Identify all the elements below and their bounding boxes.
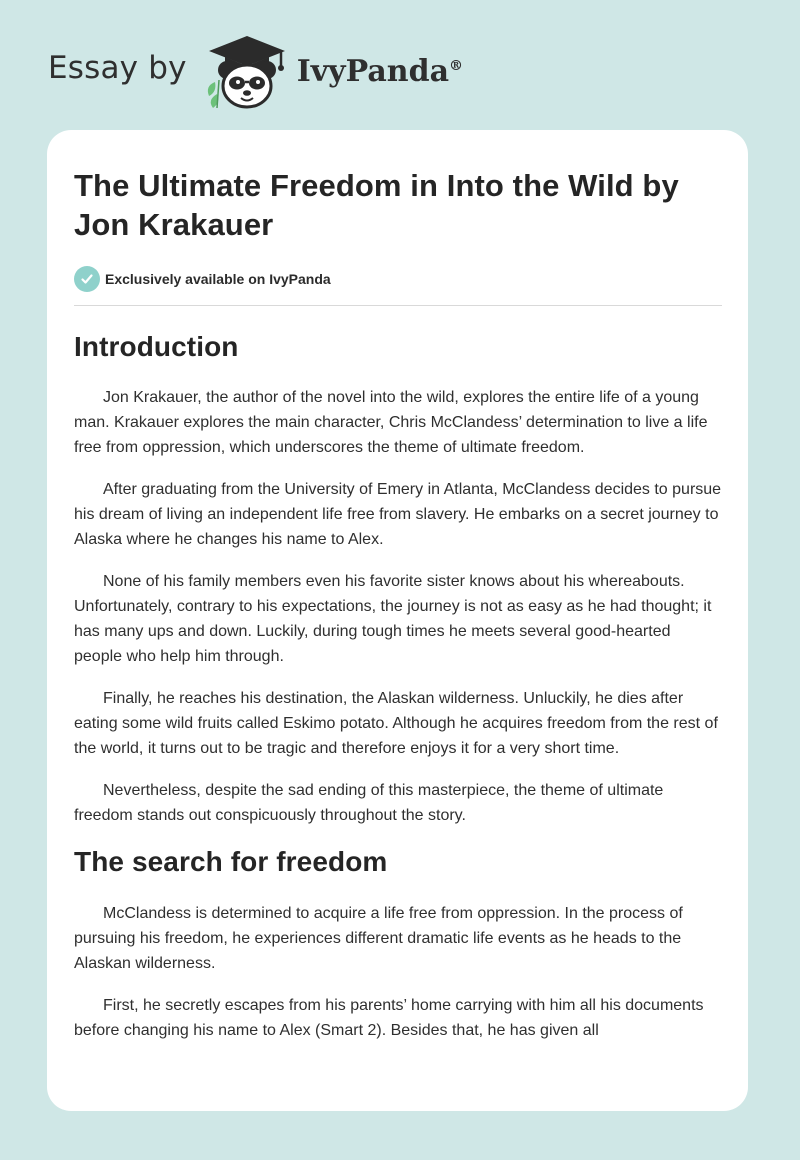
paragraph: First, he secretly escapes from his parents’ home carrying with him all his documents before changing his name to Alex (Smart 2). Besides that, he has given all [74,997,704,1039]
paragraph: Finally, he reaches his destination, the Alaskan wilderness. Unluckily, he dies after eating some wild fruits called Eskimo potato. Although he acquires freedom from the rest of the world, it turns out to be tragic and therefore enjoys it for a very short time. [74,690,718,757]
section-heading-search-for-freedom: The search for freedom [74,846,388,877]
essay-content [74,166,722,1060]
essay-card [47,130,748,1111]
paragraph: Nevertheless, despite the sad ending of this masterpiece, the theme of ultimate freedom stands out conspicuously throughout the story. [74,782,664,824]
paragraph: Jon Krakauer, the author of the novel into the wild, explores the entire life of a young man. Krakauer explores the main character, Chris McClandess’ determination to live a life free from oppression, which underscores the theme of ultimate freedom. [74,389,708,456]
brand-prefix: Essay by [48,50,187,86]
paragraph: After graduating from the University of Emery in Atlanta, McClandess decides to pursue his dream of living an independent life free from slavery. He embarks on a secret journey to Alaska where he changes his name to Alex. [74,481,722,548]
brand-name[interactable] [297,54,463,89]
paragraph: None of his family members even his favorite sister knows about his whereabouts. Unfortunately, contrary to his expectations, the journey is not as easy as he had thought; it has many ups and down. Luckily, during tough times he meets several good-hearted people who help him through. [74,573,712,665]
paragraph: McClandess is determined to acquire a life free from oppression. In the process of pursuing his freedom, he experiences different dramatic life events as he heads to the Alaskan wilderness. [74,905,683,972]
site-header [48,34,463,110]
section-heading-introduction: Introduction [74,331,239,362]
exclusive-badge [74,266,722,292]
title-divider [74,305,722,306]
exclusive-badge-label: Exclusively available on IvyPanda [105,271,331,287]
check-circle-icon [74,266,100,292]
essay-title: The Ultimate Freedom in Into the Wild by Jon Krakauer [74,168,679,242]
ivypanda-logo-icon[interactable] [201,34,293,110]
registered-mark: ® [449,57,464,74]
brand-name-text: IvyPanda [296,53,450,89]
